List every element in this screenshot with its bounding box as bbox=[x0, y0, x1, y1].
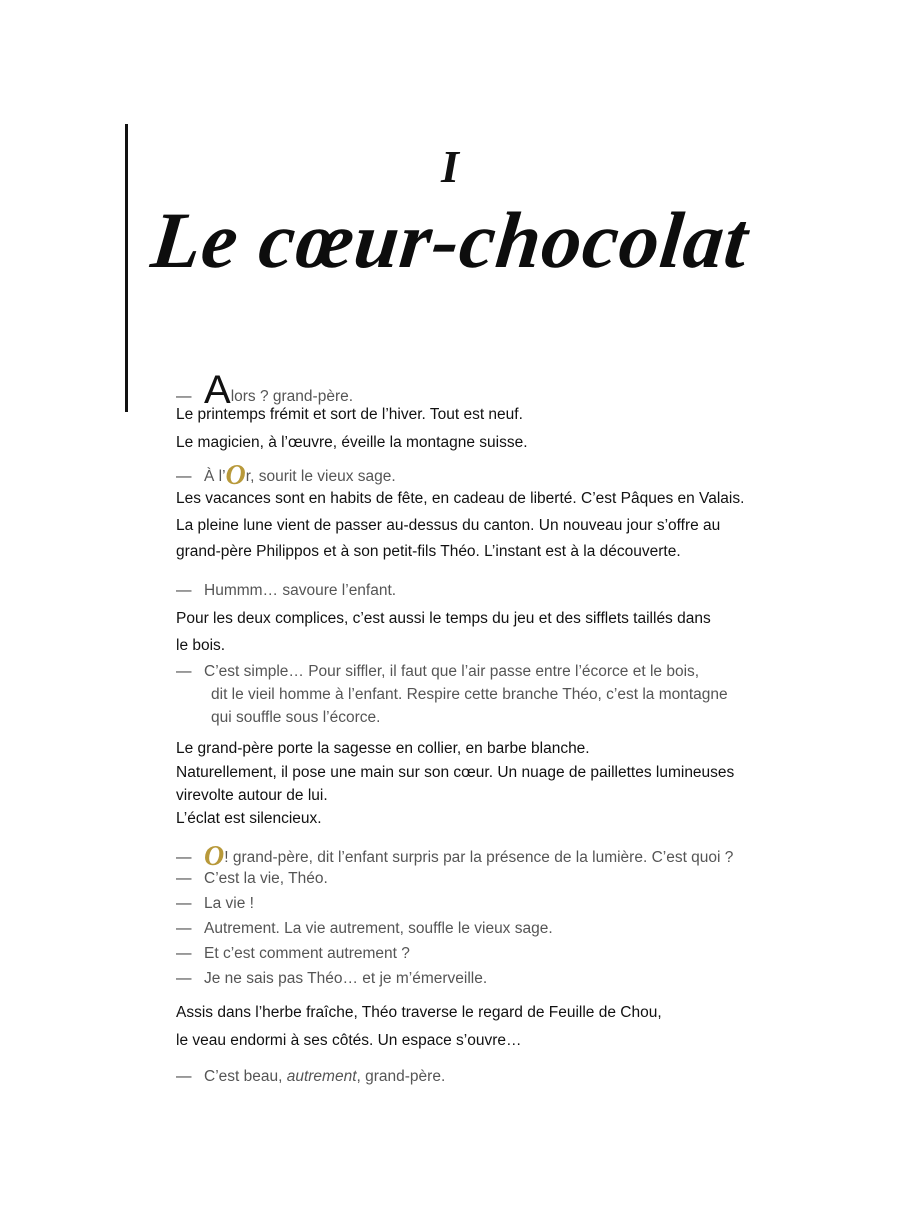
narrative-line: le bois. bbox=[176, 637, 226, 654]
chapter-title: Le cœur-chocolat bbox=[147, 197, 753, 285]
narrative-line: La pleine lune vient de passer au-dessus du canton. Un nouveau jour s’offre au bbox=[176, 517, 721, 534]
dialogue-dash: — bbox=[176, 920, 192, 937]
dialogue-continuation: dit le vieil homme à l’enfant. Respire cette branche Théo, c’est la montagne bbox=[211, 686, 728, 703]
narrative-line: Le magicien, à l’œuvre, éveille la montagne suisse. bbox=[176, 434, 528, 451]
narrative-line: Les vacances sont en habits de fête, en cadeau de liberté. C’est Pâques en Valais. bbox=[176, 490, 745, 507]
dialogue-line: — À l’Or, sourit le vieux sage. bbox=[176, 460, 396, 491]
gold-initial: O bbox=[225, 460, 246, 491]
dialogue-dash: — bbox=[176, 970, 192, 987]
dialogue-dash: — bbox=[176, 895, 192, 912]
dialogue-line: — La vie ! bbox=[176, 895, 254, 912]
emphasis: autrement bbox=[286, 1068, 357, 1085]
narrative-line: virevolte autour de lui. bbox=[176, 787, 328, 804]
dialogue-line: — Hummm… savoure l’enfant. bbox=[176, 582, 397, 599]
drop-cap: A bbox=[204, 368, 231, 412]
dialogue-dash: — bbox=[176, 468, 192, 485]
dialogue-line: — C’est simple… Pour siffler, il faut que l’air passe entre l’écorce et le bois, bbox=[176, 663, 700, 680]
narrative-line: grand-père Philippos et à son petit-fils Théo. L’instant est à la découverte. bbox=[176, 543, 681, 560]
dialogue-dash: — bbox=[176, 870, 192, 887]
dialogue-line: — O! grand-père, dit l’enfant surpris par la présence de la lumière. C’est quoi ? bbox=[176, 841, 734, 872]
dialogue-line: — Autrement. La vie autrement, souffle le vieux sage. bbox=[176, 920, 553, 937]
dialogue-dash: — bbox=[176, 945, 192, 962]
dialogue-line: — C’est la vie, Théo. bbox=[176, 870, 328, 887]
dialogue-line: — Et c’est comment autrement ? bbox=[176, 945, 410, 962]
gold-initial: O bbox=[204, 841, 225, 872]
dialogue-dash: — bbox=[176, 663, 192, 680]
narrative-line: L’éclat est silencieux. bbox=[176, 810, 322, 827]
dialogue-dash: — bbox=[176, 582, 192, 599]
dialogue-line: — Je ne sais pas Théo… et je m’émerveille. bbox=[176, 970, 488, 987]
dialogue-dash: — bbox=[176, 388, 192, 405]
dialogue-line: — Alors ? grand-père. bbox=[176, 368, 354, 412]
chapter-number: I bbox=[441, 141, 459, 192]
narrative-line: Le printemps frémit et sort de l’hiver. Tout est neuf. bbox=[176, 406, 523, 423]
dialogue-line: — C’est beau, autrement, grand-père. bbox=[176, 1068, 446, 1085]
dialogue-dash: — bbox=[176, 849, 192, 866]
narrative-line: Le grand-père porte la sagesse en collier, en barbe blanche. bbox=[176, 740, 590, 757]
narrative-line: Naturellement, il pose une main sur son cœur. Un nuage de paillettes lumineuses bbox=[176, 764, 735, 781]
narrative-line: Pour les deux complices, c’est aussi le temps du jeu et des sifflets taillés dans bbox=[176, 610, 711, 627]
narrative-line: Assis dans l’herbe fraîche, Théo traverse le regard de Feuille de Chou, bbox=[176, 1004, 662, 1021]
dialogue-dash: — bbox=[176, 1068, 192, 1085]
narrative-line: le veau endormi à ses côtés. Un espace s’ouvre… bbox=[176, 1032, 522, 1049]
dialogue-continuation: qui souffle sous l’écorce. bbox=[211, 709, 381, 726]
